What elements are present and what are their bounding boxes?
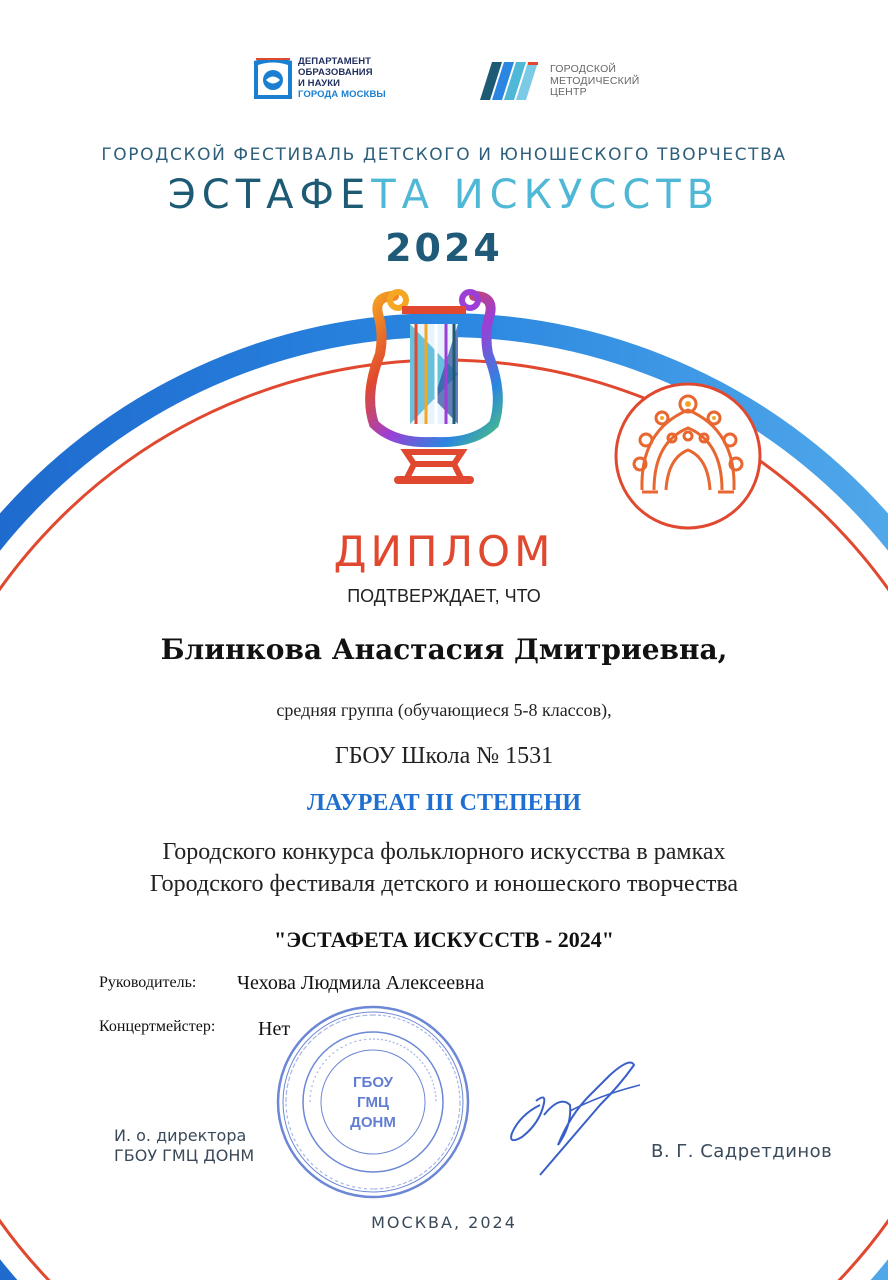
leader-label: Руководитель: [99,974,197,991]
participant-name: Блинкова Анастасия Дмитриевна, [160,633,728,666]
department-line-3: И НАУКИ [298,78,341,89]
stamp-line-2: ГМЦ [357,1094,389,1111]
gmc-line-1: ГОРОДСКОЙ [550,63,617,75]
festival-year: 2024 [385,226,503,270]
contest-line-2: Городского фестиваля детского и юношеского творчества [149,871,739,897]
stamp-line-3: ДОНМ [350,1114,396,1131]
official-stamp [274,1003,472,1201]
department-line-4: ГОРОДА МОСКВЫ [298,89,386,100]
gmc-line-2: МЕТОДИЧЕСКИЙ [550,74,640,87]
festival-title-dark: ЭСТАФЕ [167,172,372,218]
director-line-1: И. о. директора [114,1126,247,1145]
director-line-2: ГБОУ ГМЦ ДОНМ [114,1146,255,1165]
contest-description [0,836,888,900]
festival-title-light: ТА ИСКУССТВ [371,172,721,218]
festival-name: "ЭСТАФЕТА ИСКУССТВ - 2024" [274,927,614,952]
confirms-text: ПОДТВЕРЖДАЕТ, ЧТО [347,586,541,606]
department-line-1: ДЕПАРТАМЕНТ [298,56,372,67]
accompanist-value: Нет [258,1018,291,1040]
festival-title [0,172,888,218]
signature-icon [500,1045,650,1185]
award-title: ЛАУРЕАТ III СТЕПЕНИ [307,790,581,816]
lyre-icon [354,284,514,494]
gmc-logo-icon [478,60,542,102]
signer-name: В. Г. Садретдинов [651,1141,833,1162]
city-year: МОСКВА, 2024 [371,1213,517,1232]
kokoshnik-icon [612,380,764,532]
department-line-2: ОБРАЗОВАНИЯ [298,67,373,78]
department-logo-text [298,56,386,100]
gmc-logo-text [550,64,639,99]
festival-subtitle: ГОРОДСКОЙ ФЕСТИВАЛЬ ДЕТСКОГО И ЮНОШЕСКОГО ТВОРЧЕСТВА [101,145,787,165]
stamp-line-1: ГБОУ [353,1074,393,1091]
director-title [114,1126,254,1166]
department-emblem-icon [252,55,294,101]
leader-value: Чехова Людмила Алексеевна [237,972,485,994]
diploma-title: ДИПЛОМ [333,527,555,576]
group-text: средняя группа (обучающиеся 5-8 классов), [276,700,612,720]
contest-line-1: Городского конкурса фольклорного искусства в рамках [162,839,726,865]
gmc-line-3: ЦЕНТР [550,86,587,98]
accompanist-label: Концертмейстер: [99,1018,216,1035]
school-name: ГБОУ Школа № 1531 [334,743,554,769]
